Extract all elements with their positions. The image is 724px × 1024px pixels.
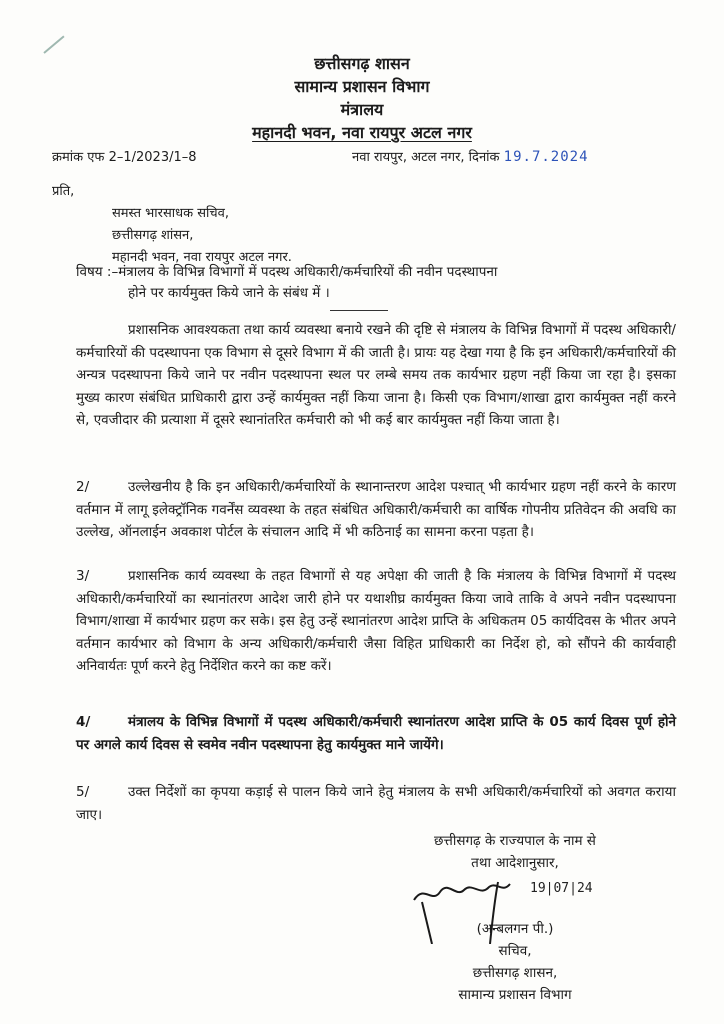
signatory-designation: सचिव, [498,943,532,959]
signatory-organization: छत्तीसगढ़ शासन, [472,965,558,981]
letterhead [0,52,724,144]
addressee-line: समस्त भारसाधक सचिव, [112,206,230,221]
place-date-label: नवा रायपुर, अटल नगर, दिनांक [352,150,500,165]
addressee-to: प्रति, [52,184,75,199]
addressee-block [52,181,292,269]
signature-block [380,830,650,1006]
paragraph-number: 2/ [76,479,90,495]
ministry-name: मंत्रालय [340,100,384,119]
paragraph-4 [76,711,676,756]
paragraph-number: 4/ [76,714,91,730]
paragraph-2 [76,476,676,544]
authority-line: छत्तीसगढ़ के राज्यपाल के नाम से [434,833,596,849]
reference-number: क्रमांक एफ 2–1/2023/1–8 [52,150,197,165]
paragraph-text: उल्लेखनीय है कि इन अधिकारी/कर्मचारियों के स्थानान्तरण आदेश पश्चात् भी कार्यभार ग्रहण नहीं करने के कारण वर्तमान में लागू इलेक्ट्रॉनिक गवर्नेंस व्यवस्था के तहत संबंधित अधिकारी/कर्मचारी का वार्षिक गोपनीय प्रतिवेदन की अवधि का उल्लेख, ऑनलाईन अवकाश पोर्टल के संचालन आदि में भी कठिनाई का सामना करना पड़ता है। [76,479,676,540]
signature-row [380,874,650,918]
paragraph-number: 3/ [76,568,90,584]
addressee-line: छत्तीसगढ़ शांसन, [112,228,194,243]
signatory-department: सामान्य प्रशासन विभाग [458,987,572,1003]
paragraph-text: प्रशासनिक आवश्यकता तथा कार्य व्यवस्था बनाये रखने की दृष्टि से मंत्रालय के विभिन्न विभागों में पदस्थ अधिकारी/कर्मचारियों की पदस्थापना एक विभाग से दूसरे विभाग में की जाती है। प्रायः यह देखा गया है कि इन अधिकारी/कर्मचारियों की अन्यत्र पदस्थापना किये जाने पर नवीन पदस्थापना स्थल पर लम्बे समय तक कार्यभार ग्रहण नहीं किया जा रहा है। इसका मुख्य कारण संबंधित प्राधिकारी द्वारा उन्हें कार्यमुक्त नहीं किया जाना है। किसी एक विभाग/शाखा द्वारा कार्यमुक्त नहीं करने से, एवजीदार की प्रत्याशा में दूसरे स्थानांतरित कर्मचारी को भी कई बार कार्यमुक्त नहीं किया जाता है। [76,322,676,428]
paragraph-5 [76,781,676,826]
department-name: सामान्य प्रशासन विभाग [294,77,430,96]
subject [76,262,676,304]
subject-line: होने पर कार्यमुक्त किये जाने के संबंध में । [128,285,330,301]
subject-line: विषय :–मंत्रालय के विभिन्न विभागों में पदस्थ अधिकारी/कर्मचारियों की नवीन पदस्थापना [76,264,498,280]
separator-line [330,310,388,312]
handwritten-signature [410,874,530,944]
paragraph-text: मंत्रालय के विभिन्न विभागों में पदस्थ अधिकारी/कर्मचारी स्थानांतरण आदेश प्राप्ति के 05 कार्य दिवस पूर्ण होने पर अगले कार्य दिवस से स्वमेव नवीन पदस्थापना हेतु कार्यमुक्त माने जायेंगे। [76,714,676,753]
government-name: छत्तीसगढ़ शासन [314,54,410,73]
place-date [352,147,589,165]
paragraph-text: उक्त निर्देशों का कृपया कड़ाई से पालन किये जाने हेतु मंत्रालय के सभी अधिकारी/कर्मचारियों को अवगत कराया जाए। [76,784,676,823]
paragraph-3 [76,565,676,678]
signatory-name: (अन्बलगन पी.) [476,921,554,937]
reference-line [52,147,682,167]
paragraph-1 [76,319,676,432]
paragraph-text: प्रशासनिक कार्य व्यवस्था के तहत विभागों से यह अपेक्षा की जाती है कि मंत्रालय के विभिन्न विभागों में पदस्थ अधिकारी/कर्मचारियों का स्थानांतरण आदेश जारी होने पर यथाशीघ्र कार्यमुक्त किया जावे ताकि वे अपने नवीन पदस्थापना विभाग/शाखा में कार्यभार ग्रहण कर सके। इस हेतु उन्हें स्थानांतरण आदेश प्राप्ति के अधिकतम 05 कार्यदिवस के भीतर अपने वर्तमान कार्यभार को विभाग के अन्य अधिकारी/कर्मचारी जैसा विहित प्राधिकारी का निर्देश हो, को सौंपने की कार्यवाही अनिवार्यतः पूर्ण करने हेतु निर्देशित करने का कष्ट करें। [76,568,676,674]
authority-line: तथा आदेशानुसार, [471,855,559,871]
office-address: महानदी भवन, नवा रायपुर अटल नगर [252,123,472,142]
signature-date: 19|07|24 [530,881,593,896]
addressee-line: महानदी भवन, नवा रायपुर अटल नगर. [112,250,292,265]
handwritten-date: 19.7.2024 [503,149,589,165]
paragraph-number: 5/ [76,784,90,800]
